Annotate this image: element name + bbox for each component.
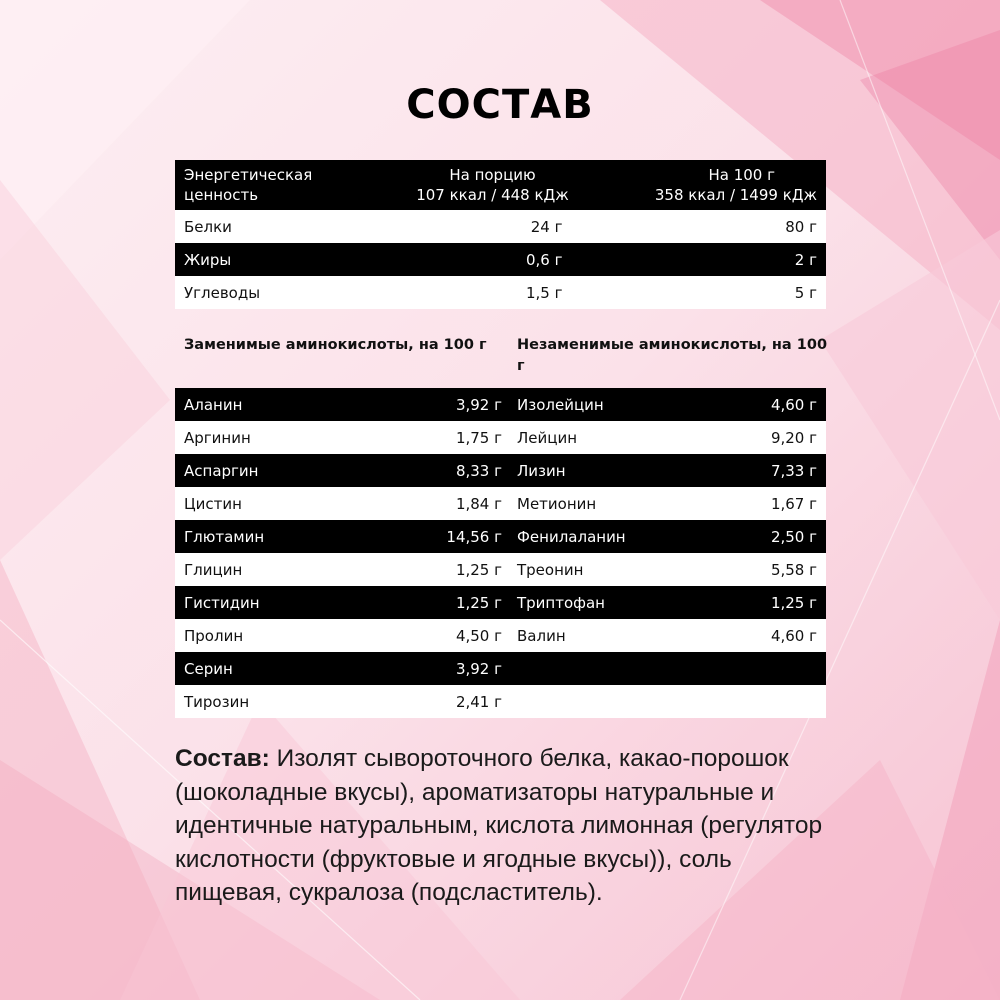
table-row [175, 388, 826, 421]
amino-name: Пролин [184, 626, 244, 645]
amino-name: Треонин [517, 560, 584, 579]
table-row [175, 487, 826, 520]
amino-value: 5,58 г [770, 560, 817, 579]
per-serving-title: На порцию [449, 166, 536, 184]
amino-value: 1,25 г [455, 593, 502, 612]
per-serving-energy: 107 ккал / 448 кДж [416, 186, 569, 204]
amino-value: 1,75 г [455, 428, 502, 447]
amino-value: 9,20 г [770, 428, 817, 447]
table-row [175, 421, 826, 454]
per-100-header [600, 165, 826, 205]
amino-name: Аргинин [184, 428, 251, 447]
amino-name: Фенилаланин [517, 527, 626, 546]
amino-name: Метионин [517, 494, 597, 513]
table-row [175, 619, 826, 652]
nutrition-row-carbs [175, 276, 826, 309]
nutrient-name: Углеводы [184, 283, 261, 302]
amino-name: Тирозин [184, 692, 250, 711]
amino-name: Аланин [184, 395, 243, 414]
amino-name: Цистин [184, 494, 242, 513]
essential-amino-heading: Незаменимые аминокислоты, на 100 г [517, 337, 828, 374]
page-title: СОСТАВ [406, 82, 594, 128]
amino-name: Триптофан [517, 593, 605, 612]
nutrient-per100-value: 80 г [785, 217, 817, 236]
amino-name: Лизин [517, 461, 566, 480]
amino-value: 2,50 г [770, 527, 817, 546]
per-serving-header [385, 165, 600, 205]
amino-value: 4,60 г [770, 626, 817, 645]
amino-value: 7,33 г [770, 461, 817, 480]
amino-value: 4,50 г [455, 626, 502, 645]
table-row [175, 652, 826, 685]
nutrient-serving-value: 0,6 г [525, 250, 563, 269]
amino-name: Изолейцин [517, 395, 604, 414]
amino-value: 3,92 г [455, 395, 502, 414]
amino-value: 2,41 г [455, 692, 502, 711]
nutrient-name: Белки [184, 217, 232, 236]
amino-value: 1,25 г [770, 593, 817, 612]
nonessential-amino-heading: Заменимые аминокислоты, на 100 г [184, 337, 487, 353]
amino-value: 4,60 г [770, 395, 817, 414]
table-row [175, 454, 826, 487]
nutrient-serving-value: 1,5 г [525, 283, 563, 302]
amino-name: Лейцин [517, 428, 578, 447]
amino-name: Глицин [184, 560, 243, 579]
table-row [175, 586, 826, 619]
nutrition-table [175, 160, 826, 309]
nutrient-per100-value: 2 г [794, 250, 817, 269]
table-row [175, 685, 826, 718]
table-row [175, 520, 826, 553]
amino-value: 1,84 г [455, 494, 502, 513]
amino-name: Глютамин [184, 527, 265, 546]
table-row [175, 553, 826, 586]
amino-value: 1,67 г [770, 494, 817, 513]
amino-name: Валин [517, 626, 566, 645]
per-100-energy: 358 ккал / 1499 кДж [654, 186, 817, 204]
nutrition-row-fat [175, 243, 826, 276]
composition-body: Изолят сывороточного белка, какао-порошок (шоколадные вкусы), ароматизаторы натуральные и идентичные натуральным, кислота лимонная (регулятор кислотности (фруктовые и ягодные вкусы)), соль пищевая, сукралоза (подсластитель). [175, 745, 823, 906]
nutrient-name: Жиры [184, 250, 232, 269]
energy-label: Энергетическая ценность [184, 166, 313, 204]
nutrient-per100-value: 5 г [794, 283, 817, 302]
amino-value: 3,92 г [455, 659, 502, 678]
amino-value: 1,25 г [455, 560, 502, 579]
amino-value: 14,56 г [446, 527, 502, 546]
per-100-title: На 100 г [708, 166, 775, 184]
nutrition-row-protein [175, 210, 826, 243]
nutrition-header-row [175, 160, 826, 210]
amino-name: Аспаргин [184, 461, 259, 480]
amino-name: Гистидин [184, 593, 260, 612]
amino-name: Серин [184, 659, 233, 678]
nutrient-serving-value: 24 г [530, 217, 563, 236]
amino-acid-table [175, 388, 826, 718]
composition-text [175, 742, 825, 910]
composition-label: Состав: [175, 745, 270, 772]
amino-value: 8,33 г [455, 461, 502, 480]
